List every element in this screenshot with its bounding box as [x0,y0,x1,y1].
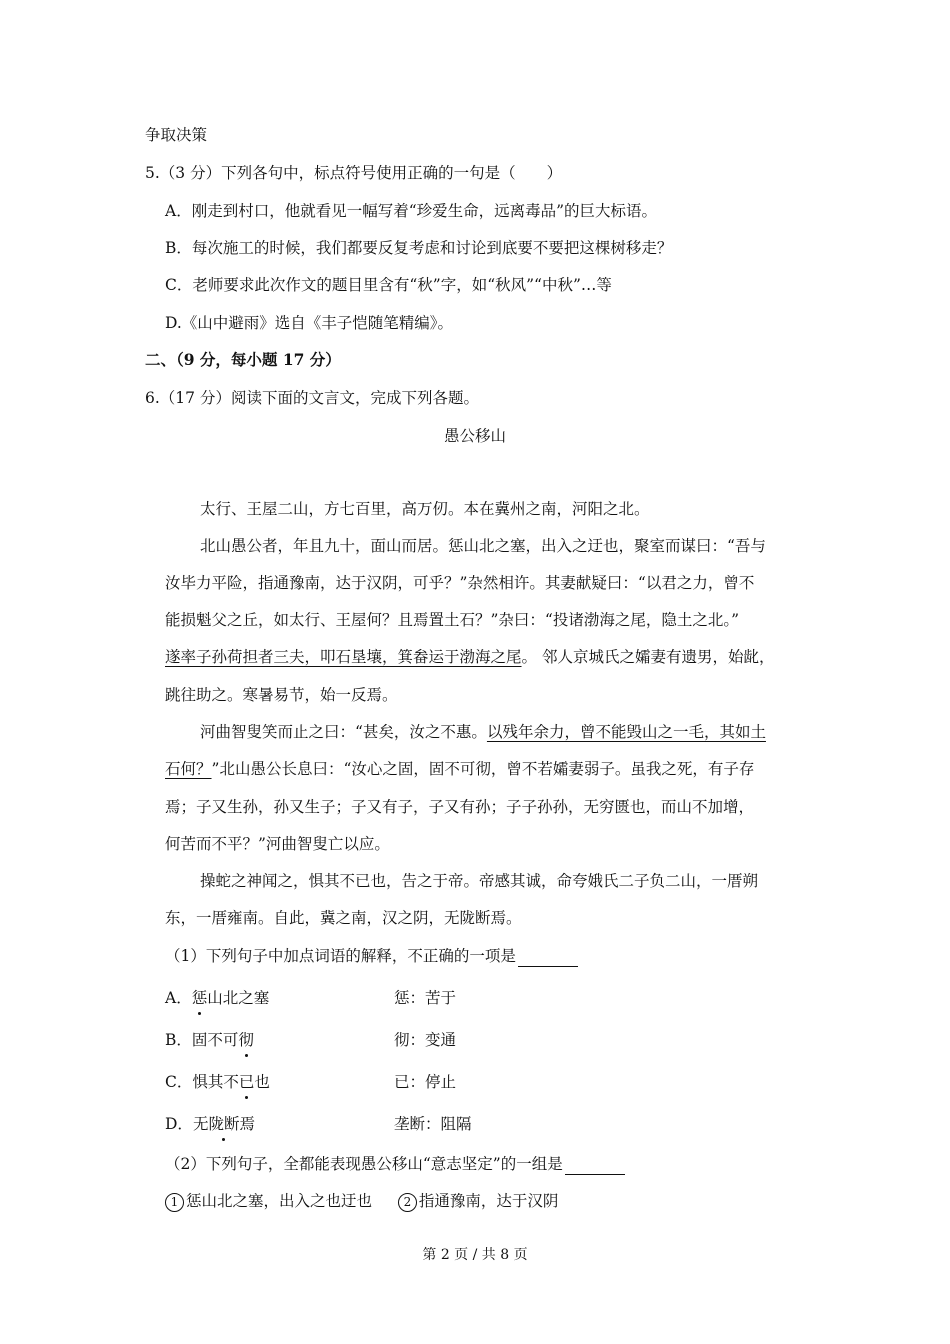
subquestion-1-explanation: 垄断：阻隔 [394,1115,472,1133]
subquestion-1-option: C．惧其不已也 [165,1073,270,1091]
subquestion-1-option: D．无陇断焉 [165,1115,255,1133]
subquestion-1-explanation: 已：停止 [394,1073,457,1091]
dotted-word: 彻 [238,1031,254,1049]
passage-p4-line1: 操蛇之神闻之，惧其不已也，告之于帝。帝感其诚，命夸娥氏二子负二山，一厝朔 [200,872,759,890]
passage-p3-line2: 石何？”北山愚公长息曰：“汝心之固，固不可彻，曾不若孀妻弱子。虽我之死，有子存 [165,760,755,778]
passage-p3-line1: 河曲智叟笑而止之曰：“甚矣，汝之不惠。以残年余力，曾不能毁山之一毛，其如土 [200,723,766,741]
underlined-sentence-2b: 石何？ [165,760,212,778]
subquestion-2-stem: （2）下列句子，全都能表现愚公移山“意志坚定”的一组是 [165,1153,625,1175]
subquestion-1-stem: （1）下列句子中加点词语的解释，不正确的一项是 [165,945,578,967]
passage-p3-line4: 何苦而不平？”河曲智叟亡以应。 [165,835,390,853]
subquestion-1-option: B．固不可彻 [165,1031,254,1049]
answer-blank-2[interactable] [565,1158,625,1175]
q5-option-b: B．每次施工的时候，我们都要反复考虑和讨论到底要不要把这棵树移走？ [165,239,673,257]
subquestion-1-option: A．惩山北之塞 [165,989,270,1007]
q5-option-c: C．老师要求此次作文的题目里含有“秋”字，如“秋风”“中秋”…等 [165,276,612,294]
passage-p2-line5: 跳往助之。寒暑易节，始一反焉。 [165,686,398,704]
top-fragment: 争取决策 [145,126,208,144]
dotted-word: 惩 [191,989,208,1007]
q6-stem: 6.（17 分）阅读下面的文言文，完成下列各题。 [145,389,479,407]
subquestion-1-explanation: 惩：苦于 [394,989,457,1007]
page-footer: 第 2 页 / 共 8 页 [422,1247,528,1263]
passage-p3-line3: 焉；子又生孙，孙又生子；子又有子，子又有孙；子子孙孙，无穷匮也，而山不加增， [165,798,755,816]
underlined-sentence-1: 遂率子孙荷担者三夫，叩石垦壤，箕畚运于渤海之尾 [165,648,522,666]
passage-p2-line2: 汝毕力平险，指通豫南，达于汉阴，可乎？”杂然相许。其妻献疑曰：“以君之力，曾不 [165,574,755,592]
subquestion-1-explanation: 彻：变通 [394,1031,457,1049]
passage-p2-line4: 遂率子孙荷担者三夫，叩石垦壤，箕畚运于渤海之尾。 邻人京城氏之孀妻有遗男，始龀， [165,648,775,666]
q5-option-d: D.《山中避雨》选自《丰子恺随笔精编》。 [165,314,454,332]
passage-p1: 太行、王屋二山，方七百里，高万仞。本在冀州之南，河阳之北。 [200,500,650,518]
circled-number-2: 2 指通豫南，达于汉阴 [398,1192,559,1210]
q5-stem: 5.（3 分）下列各句中，标点符号使用正确的一句是（ ） [145,164,563,182]
subquestion-2-items [165,1190,558,1212]
dotted-word: 已 [238,1073,255,1091]
q5-option-a: A．刚走到村口，他就看见一幅写着“珍爱生命，远离毒品”的巨大标语。 [165,202,658,220]
underlined-sentence-2a: 以残年余力，曾不能毁山之一毛，其如土 [486,723,766,741]
dotted-word: 陇断 [208,1115,240,1133]
passage-p2-line3: 能损魁父之丘，如太行、王屋何？且焉置土石？”杂曰：“投诸渤海之尾，隐土之北。” [165,611,740,629]
answer-blank-1[interactable] [518,950,578,967]
passage-title: 愚公移山 [443,427,506,445]
circled-number-1: 1 惩山北之塞，出入之也迂也 [165,1192,372,1210]
passage-p4-line2: 东，一厝雍南。自此，冀之南，汉之阴，无陇断焉。 [165,909,522,927]
passage-p2-line1: 北山愚公者，年且九十，面山而居。惩山北之塞，出入之迂也，聚室而谋曰：“吾与 [200,537,766,555]
section-heading: 二、（9 分，每小题 17 分） [145,350,341,369]
